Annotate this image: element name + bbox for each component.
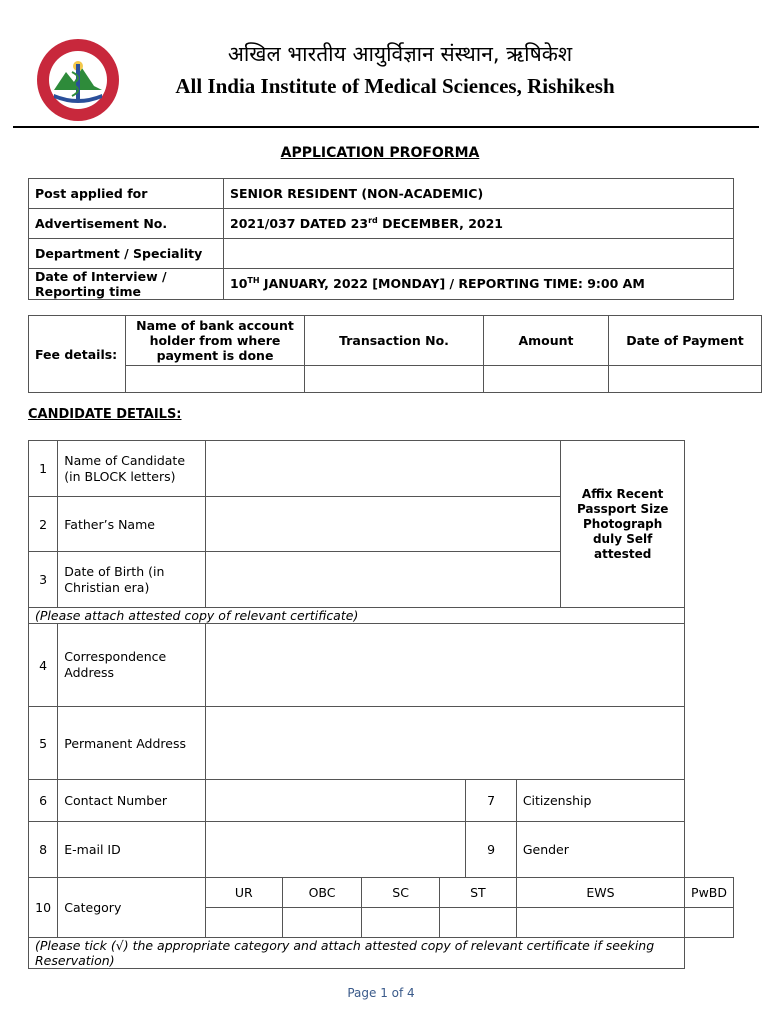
name-input[interactable] [205,441,561,497]
citizenship-label: Citizenship [522,793,592,808]
fee-col-bank: Name of bank account holder from where payment is done [126,316,305,366]
category-obc-checkbox[interactable] [282,908,361,938]
category-label: Category [58,878,205,938]
dob-input[interactable] [205,552,561,608]
institute-name-hindi: अखिल भारतीय आयुर्विज्ञान संस्थान, ऋषिकेश [227,42,573,66]
category-ur-header: UR [205,878,282,908]
gender-label: Gender [522,842,569,857]
row-number: 9 [466,822,516,878]
fee-transaction-input[interactable] [305,366,484,393]
category-ews-checkbox[interactable] [516,908,684,938]
photo-box[interactable]: Affix Recent Passport Size Photograph duly Self attested [561,441,685,608]
page-number: Page 1 of 4 [347,986,415,1000]
row-number: 8 [29,822,58,878]
aiims-logo [36,38,120,122]
row-number: 7 [466,780,516,822]
interview-label: Date of Interview / Reporting time [29,269,224,300]
contact-input[interactable] [205,780,466,822]
email-label: E-mail ID [58,822,205,878]
candidate-details-heading: CANDIDATE DETAILS: [28,407,182,422]
candidate-details-table [28,440,734,969]
dob-label: Date of Birth (in Christian era) [58,552,205,608]
perm-address-label: Permanent Address [58,707,205,780]
category-pwbd-checkbox[interactable] [685,908,734,938]
name-label: Name of Candidate (in BLOCK letters) [58,441,205,497]
citizenship-cell[interactable] [516,780,684,822]
category-note: (Please tick (√) the appropriate category and attach attested copy of relevant certificate if seeking Reservation) [29,938,685,969]
interview-value: 10TH JANUARY, 2022 [MONDAY] / REPORTING TIME: 9:00 AM [224,269,734,300]
form-title: APPLICATION PROFORMA [280,145,480,161]
contact-label: Contact Number [58,780,205,822]
category-sc-header: SC [362,878,440,908]
institute-name-english: All India Institute of Medical Sciences, Rishikesh [175,74,615,98]
row-number: 3 [29,552,58,608]
row-number: 10 [29,878,58,938]
row-number: 2 [29,497,58,552]
header-divider [13,126,759,128]
fee-amount-input[interactable] [484,366,609,393]
email-input[interactable] [205,822,466,878]
category-ews-header: EWS [516,878,684,908]
dob-note: (Please attach attested copy of relevant certificate) [29,608,685,624]
row-number: 4 [29,624,58,707]
father-input[interactable] [205,497,561,552]
category-st-header: ST [440,878,517,908]
fee-date-input[interactable] [609,366,762,393]
fee-col-amount: Amount [484,316,609,366]
row-number: 5 [29,707,58,780]
category-obc-header: OBC [282,878,361,908]
post-value: SENIOR RESIDENT (NON-ACADEMIC) [224,179,734,209]
post-details-table [28,178,734,300]
advt-label: Advertisement No. [29,209,224,239]
corr-address-label: Correspondence Address [58,624,205,707]
post-label: Post applied for [29,179,224,209]
dept-field[interactable] [224,239,734,269]
category-sc-checkbox[interactable] [362,908,440,938]
fee-label: Fee details: [29,316,126,393]
fee-col-transaction: Transaction No. [305,316,484,366]
row-number: 6 [29,780,58,822]
category-st-checkbox[interactable] [440,908,517,938]
row-number: 1 [29,441,58,497]
corr-address-input[interactable] [205,624,684,707]
fee-details-table [28,315,762,393]
fee-col-date: Date of Payment [609,316,762,366]
father-label: Father’s Name [58,497,205,552]
perm-address-input[interactable] [205,707,684,780]
category-ur-checkbox[interactable] [205,908,282,938]
fee-bank-input[interactable] [126,366,305,393]
gender-cell[interactable] [516,822,684,878]
advt-value: 2021/037 DATED 23rd DECEMBER, 2021 [224,209,734,239]
category-pwbd-header: PwBD [685,878,734,908]
dept-label: Department / Speciality [29,239,224,269]
